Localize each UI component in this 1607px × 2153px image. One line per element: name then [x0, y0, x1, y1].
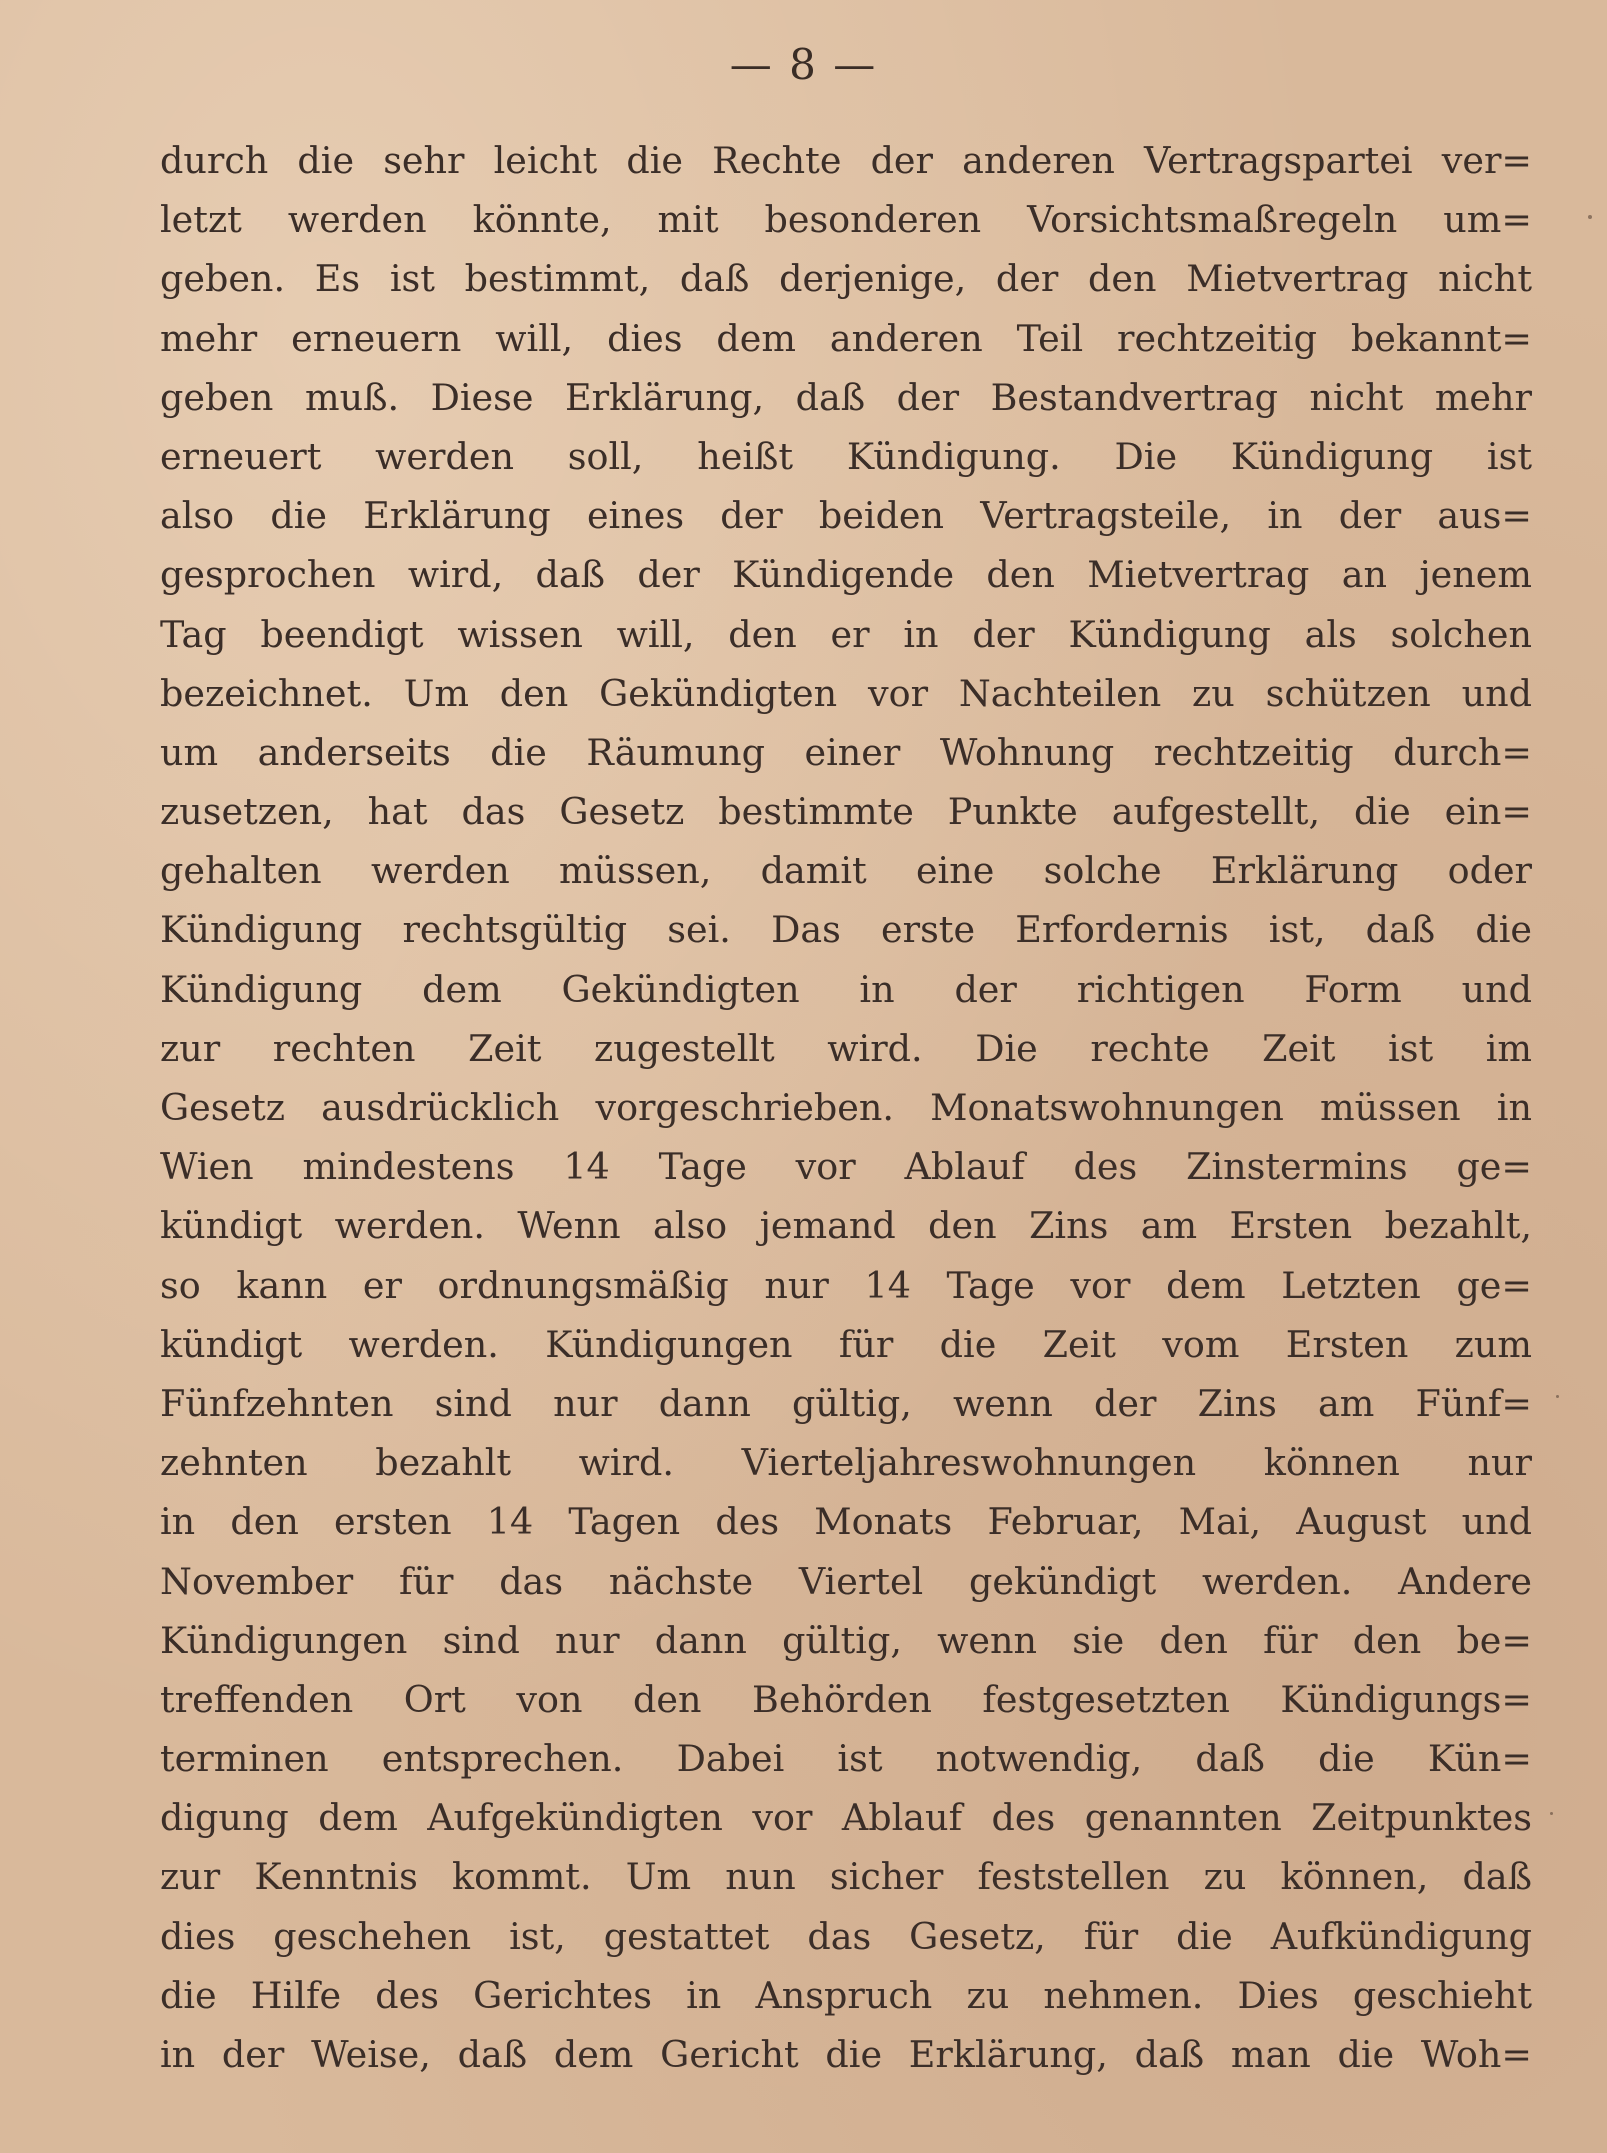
paper-speck [1556, 1395, 1559, 1398]
text-line: mehr erneuern will, dies dem anderen Teil rechtzeitig bekannt= [160, 316, 1532, 360]
text-line: also die Erklärung eines der beiden Vertragsteile, in der aus= [160, 494, 1532, 538]
text-line: durch die sehr leicht die Rechte der anderen Vertragspartei ver= [160, 139, 1532, 182]
text-line: zusetzen, hat das Gesetz bestimmte Punkte aufgestellt, die ein= [160, 790, 1532, 834]
text-line: Kündigung rechtsgültig sei. Das erste Erfordernis ist, daß die [160, 908, 1532, 952]
text-line: Fünfzehnten sind nur dann gültig, wenn der Zins am Fünf= [160, 1381, 1532, 1425]
text-line: um anderseits die Räumung einer Wohnung rechtzeitig durch= [160, 730, 1532, 774]
text-line: in der Weise, daß dem Gericht die Erklärung, daß man die Woh= [160, 2033, 1532, 2076]
body-text [160, 131, 1532, 2084]
text-line: terminen entsprechen. Dabei ist notwendig, daß die Kün= [160, 1737, 1532, 1781]
text-line: erneuert werden soll, heißt Kündigung. Die Kündigung ist [160, 434, 1532, 478]
text-line: dies geschehen ist, gestattet das Gesetz, für die Aufkündigung [160, 1914, 1532, 1958]
text-line: zur rechten Zeit zugestellt wird. Die rechte Zeit ist im [160, 1026, 1532, 1070]
text-line: zehnten bezahlt wird. Vierteljahreswohnungen können nur [160, 1441, 1532, 1485]
text-line: gehalten werden müssen, damit eine solche Erklärung oder [160, 849, 1532, 893]
text-line: geben muß. Diese Erklärung, daß der Bestandvertrag nicht mehr [160, 375, 1532, 419]
text-line: treffenden Ort von den Behörden festgesetzten Kündigungs= [160, 1677, 1532, 1721]
text-line: kündigt werden. Kündigungen für die Zeit vom Ersten zum [160, 1322, 1532, 1366]
page-number: — 8 — [729, 40, 878, 89]
text-line: November für das nächste Viertel gekündigt werden. Andere [160, 1559, 1532, 1603]
text-line: Tag beendigt wissen will, den er in der Kündigung als solchen [160, 612, 1532, 656]
text-line: in den ersten 14 Tagen des Monats Februar, Mai, August und [160, 1500, 1532, 1544]
paper-speck [1588, 215, 1592, 219]
text-line: letzt werden könnte, mit besonderen Vorsichtsmaßregeln um= [160, 198, 1532, 242]
text-line: kündigt werden. Wenn also jemand den Zins am Ersten bezahlt, [160, 1204, 1532, 1248]
text-line: Gesetz ausdrücklich vorgeschrieben. Monatswohnungen müssen in [160, 1086, 1532, 1129]
text-line: digung dem Aufgekündigten vor Ablauf des genannten Zeitpunktes [160, 1796, 1532, 1840]
text-line: geben. Es ist bestimmt, daß derjenige, der den Mietvertrag nicht [160, 257, 1532, 301]
text-line: die Hilfe des Gerichtes in Anspruch zu nehmen. Dies geschieht [160, 1973, 1532, 2017]
text-line: Wien mindestens 14 Tage vor Ablauf des Zinstermins ge= [160, 1145, 1532, 1189]
text-line: bezeichnet. Um den Gekündigten vor Nachteilen zu schützen und [160, 671, 1532, 715]
text-line: zur Kenntnis kommt. Um nun sicher feststellen zu können, daß [160, 1855, 1532, 1899]
text-line: Kündigungen sind nur dann gültig, wenn sie den für den be= [160, 1618, 1532, 1662]
text-line: gesprochen wird, daß der Kündigende den Mietvertrag an jenem [160, 553, 1532, 597]
text-line: Kündigung dem Gekündigten in der richtigen Form und [160, 967, 1532, 1011]
paper-speck [1550, 1812, 1553, 1815]
text-line: so kann er ordnungsmäßig nur 14 Tage vor dem Letzten ge= [160, 1263, 1532, 1307]
